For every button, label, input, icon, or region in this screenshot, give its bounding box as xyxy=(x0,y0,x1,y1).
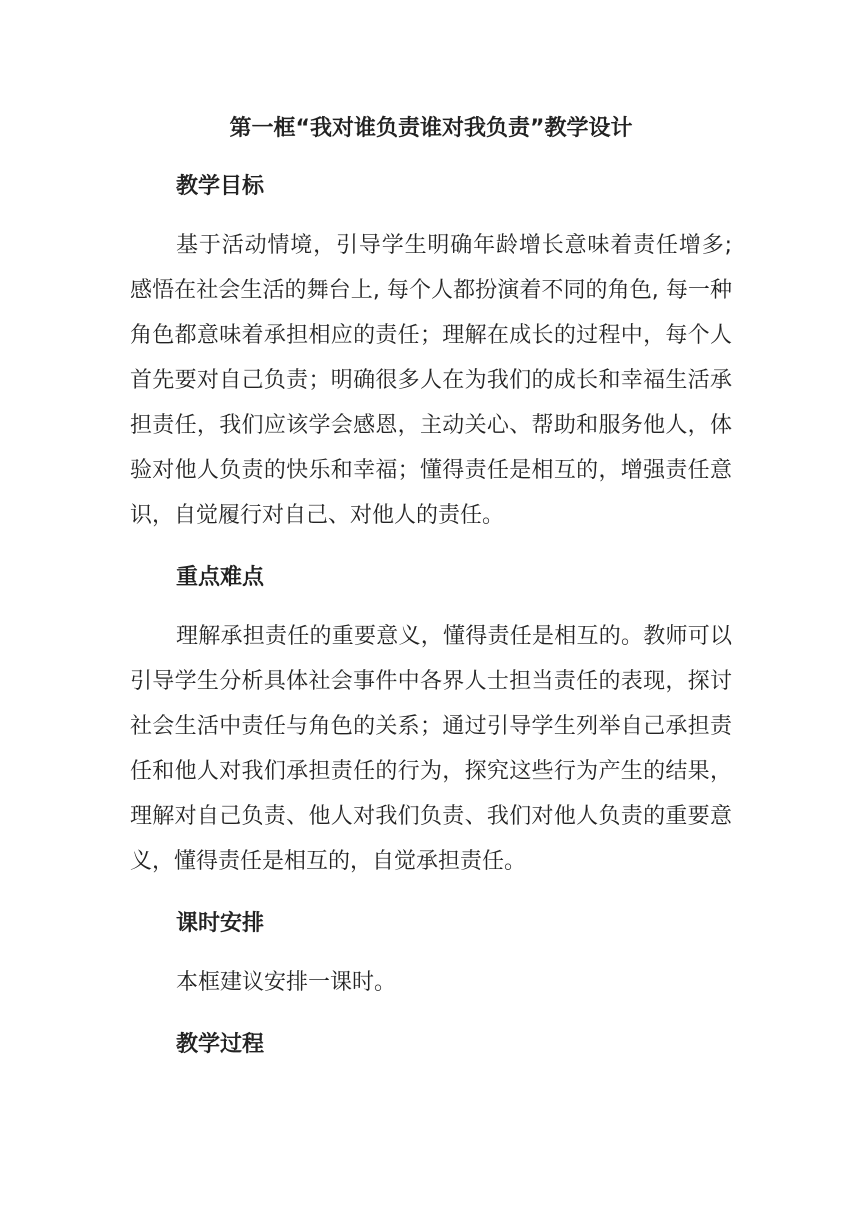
section-paragraph-teaching-goals: 基于活动情境，引导学生明确年龄增长意味着责任增多; 感悟在社会生活的舞台上, 每个人都扮演着不同的角色, 每一种角色都意味着承担相应的责任；理解在成长的过程中，每个人首先要对自己负责；明确很多人在为我们的成长和幸福生活承担责任，我们应该学会感恩，主动关心、帮助和服务他人，体验对他人负责的快乐和幸福；懂得责任是相互的，增强责任意识，自觉履行对自己、对他人的责任。 xyxy=(130,233,732,528)
section-heading-class-schedule: 课时安排 xyxy=(176,911,265,936)
section-paragraph-key-points: 理解承担责任的重要意义，懂得责任是相互的。教师可以引导学生分析具体社会事件中各界人士担当责任的表现，探讨社会生活中责任与角色的关系；通过引导学生列举自己承担责任和他人对我们承担责任的行为，探究这些行为产生的结果，理解对自己负责、他人对我们负责、我们对他人负责的重要意义，懂得责任是相互的，自觉承担责任。 xyxy=(130,624,732,874)
document-page xyxy=(130,112,732,1062)
spacer xyxy=(130,538,732,561)
spacer xyxy=(130,204,732,223)
section-heading-key-points: 重点难点 xyxy=(176,565,265,590)
document-title: 第一框“我对谁负责谁对我负责”教学设计 xyxy=(229,116,633,141)
spacer xyxy=(130,595,732,614)
section-heading-teaching-process: 教学过程 xyxy=(176,1032,265,1057)
spacer xyxy=(130,146,732,170)
spacer xyxy=(130,941,732,960)
spacer xyxy=(130,1005,732,1028)
spacer xyxy=(130,884,732,907)
section-heading-teaching-goals: 教学目标 xyxy=(176,174,265,199)
section-paragraph-class-schedule: 本框建议安排一课时。 xyxy=(176,970,397,995)
